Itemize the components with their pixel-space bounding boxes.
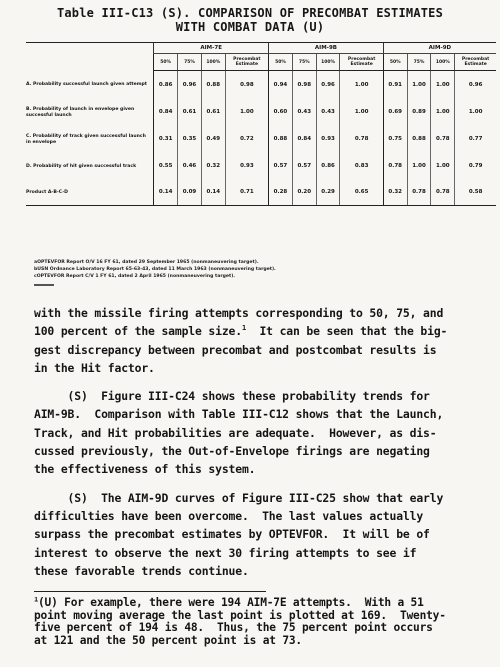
- column-header: 75%: [292, 54, 316, 71]
- table-cell: 0.35: [178, 125, 202, 152]
- table-cell: 0.84: [154, 98, 178, 125]
- row-label: D. Probability of hit given successful track: [26, 163, 137, 169]
- body-line: difficulties have been overcome. The last values actually: [34, 508, 424, 523]
- table-row: [26, 152, 496, 179]
- table-cell: 0.14: [154, 179, 178, 206]
- table-cell: 1.00: [407, 71, 431, 99]
- table-row: [26, 125, 496, 152]
- table-body: [26, 71, 496, 206]
- table-cell: 0.78: [431, 179, 455, 206]
- column-header: 50%: [154, 54, 178, 71]
- body-line: Track, and Hit probabilities are adequate. However, as dis-: [34, 425, 437, 440]
- table-cell: 0.75: [383, 125, 407, 152]
- footnote-mark: 1: [34, 597, 39, 604]
- body-line: cussed previously, the Out-of-Envelope firings are negating: [34, 444, 430, 459]
- table-title-line-2: WITH COMBAT DATA (U): [175, 20, 325, 34]
- table-cell: 0.61: [201, 98, 225, 125]
- body-line: 100 percent of the sample size.$^1$ It can be seen that the big-: [34, 324, 448, 339]
- table-cell: 0.28: [269, 179, 293, 206]
- table-cell: 0.14: [201, 179, 225, 206]
- table-cell: 0.57: [292, 152, 316, 179]
- body-line: the effectiveness of this system.: [34, 462, 256, 477]
- group-header-aim-9b: AIM-9B: [269, 43, 384, 54]
- table-cell: 0.65: [340, 179, 383, 206]
- table-cell: 0.88: [201, 71, 225, 99]
- table-subheader-row: [26, 54, 496, 71]
- body-line: these favorable trends continue.: [34, 563, 249, 578]
- table-cell: 0.93: [316, 125, 340, 152]
- table-cell: 0.94: [269, 71, 293, 99]
- row-label: B. Probability of launch in envelope given successful launch: [26, 106, 135, 118]
- table-cell: 0.83: [340, 152, 383, 179]
- table-cell: 0.61: [178, 98, 202, 125]
- table-cell: 0.32: [201, 152, 225, 179]
- footnote-reference: 1: [241, 324, 247, 333]
- column-header: 50%: [383, 54, 407, 71]
- table-cell: 0.96: [455, 71, 496, 99]
- group-header-aim-7e: AIM-7E: [154, 43, 269, 54]
- row-label: C. Probability of track given successful launch in envelope: [26, 133, 146, 145]
- table-cell: 0.78: [383, 152, 407, 179]
- body-line: with the missile firing attempts corresponding to 50, 75, and: [34, 306, 444, 320]
- footnote-line: five percent of 194 is 48. Thus, the 75 percent point occurs: [34, 621, 433, 635]
- table-cell: 0.60: [269, 98, 293, 125]
- table-cell: 0.71: [225, 179, 268, 206]
- table-cell: 0.86: [316, 152, 340, 179]
- table-cell: 0.58: [455, 179, 496, 206]
- table-row: [26, 98, 496, 125]
- body-text: [34, 304, 490, 580]
- table-cell: 1.00: [407, 152, 431, 179]
- table-cell: 1.00: [225, 98, 268, 125]
- table-cell: 0.91: [383, 71, 407, 99]
- table-cell: 0.98: [292, 71, 316, 99]
- table-cell: 0.09: [178, 179, 202, 206]
- body-line: AIM-9B. Comparison with Table III-C12 shows that the Launch,: [34, 407, 444, 422]
- table-cell: 0.43: [316, 98, 340, 125]
- table-row: [26, 71, 496, 99]
- body-line: in the Hit factor.: [34, 360, 155, 375]
- comparison-table: [26, 42, 496, 206]
- table-note: bUSN Ordnance Laboratory Report 65-63-43, dated 11 March 1963 (nonmaneuvering target).: [34, 267, 276, 273]
- table-group-header-row: [26, 43, 496, 54]
- table-cell: 0.46: [178, 152, 202, 179]
- classification-mark: [34, 284, 54, 286]
- table-cell: 0.31: [154, 125, 178, 152]
- footnote-line: $^1$(U) For example, there were 194 AIM-7E attempts. With a 51: [34, 597, 424, 609]
- table-cell: 0.78: [407, 179, 431, 206]
- footnote: [34, 597, 500, 647]
- table-cell: 0.78: [431, 125, 455, 152]
- table-cell: 1.00: [431, 152, 455, 179]
- table-cell: 1.00: [340, 71, 383, 99]
- table-cell: 1.00: [340, 98, 383, 125]
- table-cell: 1.00: [455, 98, 496, 125]
- table-cell: 0.78: [340, 125, 383, 152]
- footnote-line: point moving average the last point is plotted at 169. Twenty-: [34, 608, 446, 622]
- table-cell: 0.72: [225, 125, 268, 152]
- table-cell: 0.96: [316, 71, 340, 99]
- table-cell: 0.32: [383, 179, 407, 206]
- column-header: 75%: [407, 54, 431, 71]
- table-cell: 0.88: [407, 125, 431, 152]
- column-header: 100%: [431, 54, 455, 71]
- body-line: gest discrepancy between precombat and postcombat results is: [34, 342, 437, 357]
- table-title: [40, 6, 460, 34]
- column-header: Precombat Estimate: [340, 54, 383, 71]
- row-label: A. Probability successful launch given attempt: [26, 82, 147, 88]
- footnote-divider: [34, 591, 266, 592]
- body-line: surpass the precombat estimates by OPTEVFOR. It will be of: [34, 527, 430, 542]
- table-notes: [34, 259, 474, 286]
- column-header: 100%: [201, 54, 225, 71]
- table-cell: 1.00: [431, 98, 455, 125]
- footnote-line: at 121 and the 50 percent point is at 73.: [34, 633, 302, 647]
- row-label: Product A-B-C-D: [26, 179, 154, 206]
- group-header-aim-9d: AIM-9D: [383, 43, 496, 54]
- table-title-line-1: Table III-C13 (S). COMPARISON OF PRECOMBAT ESTIMATES: [56, 6, 444, 20]
- body-line: (S) The AIM-9D curves of Figure III-C25 show that early: [34, 490, 444, 505]
- body-line: interest to observe the next 30 firing attempts to see if: [34, 545, 417, 560]
- table-cell: 1.00: [431, 71, 455, 99]
- table-cell: 0.89: [407, 98, 431, 125]
- table-cell: 0.93: [225, 152, 268, 179]
- table-cell: 0.77: [455, 125, 496, 152]
- table-cell: 0.84: [292, 125, 316, 152]
- table-row: [26, 179, 496, 206]
- table-cell: 0.43: [292, 98, 316, 125]
- table-cell: 0.55: [154, 152, 178, 179]
- column-header: 50%: [269, 54, 293, 71]
- table-cell: 0.20: [292, 179, 316, 206]
- table-cell: 0.88: [269, 125, 293, 152]
- column-header: Precombat Estimate: [225, 54, 268, 71]
- table-cell: 0.49: [201, 125, 225, 152]
- table-cell: 0.79: [455, 152, 496, 179]
- table-cell: 0.57: [269, 152, 293, 179]
- column-header: 75%: [178, 54, 202, 71]
- column-header: 100%: [316, 54, 340, 71]
- column-header: Precombat Estimate: [455, 54, 496, 71]
- table-cell: 0.98: [225, 71, 268, 99]
- table-cell: 0.29: [316, 179, 340, 206]
- table-note: cOPTEVFOR Report C/V 1 FY 61, dated 2 April 1965 (nonmaneuvering target).: [34, 274, 236, 280]
- table-cell: 0.86: [154, 71, 178, 99]
- table-cell: 0.69: [383, 98, 407, 125]
- table-note: aOPTEVFOR Report O/V 16 FY 61, dated 29 September 1965 (nonmaneuvering target).: [34, 260, 259, 265]
- body-line: (S) Figure III-C24 shows these probability trends for: [34, 389, 430, 404]
- table-cell: 0.96: [178, 71, 202, 99]
